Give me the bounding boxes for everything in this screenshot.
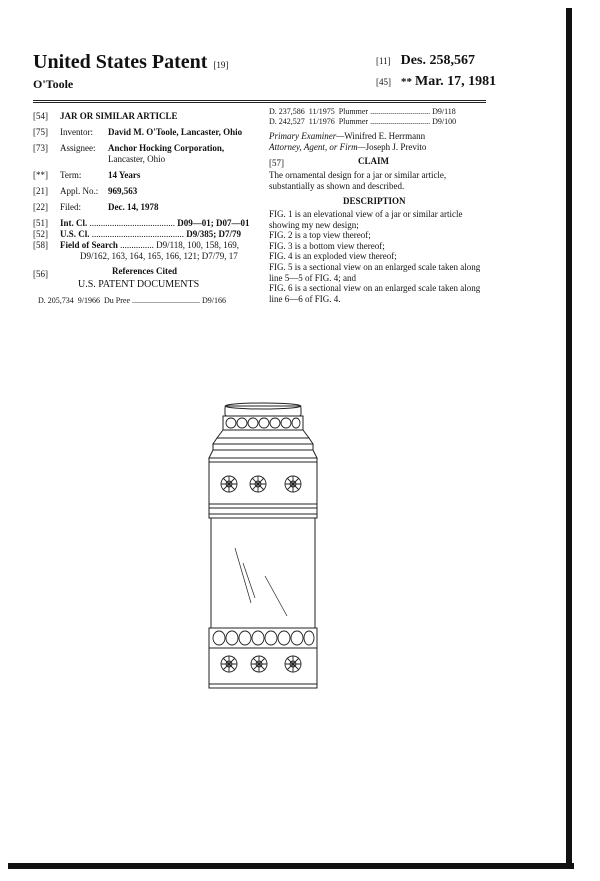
references-heading: References Cited xyxy=(112,266,178,276)
jar-drawing xyxy=(195,398,355,698)
reference-row: D. 205,734 9/1966 Du Pree .................................. D9/166 xyxy=(38,296,227,305)
description-body xyxy=(269,209,489,304)
date-prefix: ** xyxy=(401,76,412,88)
field-term: [**] Term: 14 Years xyxy=(33,170,141,180)
field-title: [54] JAR OR SIMILAR ARTICLE xyxy=(33,111,178,121)
field-assignee: [73] Assignee: Anchor Hocking Corporation, xyxy=(33,143,225,153)
patent-date: Mar. 17, 1981 xyxy=(415,74,497,89)
references-subheading: U.S. PATENT DOCUMENTS xyxy=(78,279,200,290)
header-inventor: O'Toole xyxy=(33,77,74,91)
title-text: United States Patent xyxy=(33,51,208,73)
field-assignee-city: Lancaster, Ohio xyxy=(108,154,166,164)
header-rule-2 xyxy=(33,102,486,103)
primary-examiner: Primary Examiner—Winifred E. Herrmann xyxy=(269,131,426,141)
description-line: FIG. 6 is a sectional view on an enlarged scale taken along line 6—6 of FIG. 4. xyxy=(269,283,481,304)
description-line: FIG. 5 is a sectional view on an enlarged scale taken along line 5—5 of FIG. 4; and xyxy=(269,261,481,283)
attorney: Attorney, Agent, or Firm—Joseph J. Previto xyxy=(269,142,427,152)
title-code: [19] xyxy=(213,60,229,70)
field-search-cont: D9/162, 163, 164, 165, 166, 121; D7/79, 17 xyxy=(80,251,238,261)
date-code: [45] xyxy=(376,77,391,87)
page-edge-bottom xyxy=(8,863,574,869)
patent-date-line xyxy=(376,74,496,90)
patent-number-line xyxy=(376,53,475,69)
patent-number: Des. 258,567 xyxy=(400,53,475,68)
description-line: FIG. 2 is a top view thereof; xyxy=(269,230,371,241)
header-rule xyxy=(33,100,486,101)
reference-row: D. 237,586 11/1975 Plummer .............................. D9/118 xyxy=(269,107,456,116)
field-appl-no: [21] Appl. No.: 969,563 xyxy=(33,186,138,196)
references-code: [56] xyxy=(33,269,48,279)
patent-code: [11] xyxy=(376,56,391,66)
description-line: FIG. 3 is a bottom view thereof; xyxy=(269,240,385,251)
page-edge-right xyxy=(566,8,572,868)
field-inventor: [75] Inventor: David M. O'Toole, Lancaster, Ohio xyxy=(33,127,243,137)
field-us-cl: [52] U.S. Cl. ......................................... D9/385; D7/79 xyxy=(33,229,242,239)
claim-heading: CLAIM xyxy=(358,156,389,166)
patent-header-title xyxy=(33,51,228,74)
description-heading: DESCRIPTION xyxy=(343,196,406,206)
field-int-cl: [51] Int. Cl. ...................................... D09—01; D07—01 xyxy=(33,218,250,228)
field-search: [58] Field of Search ............... D9/118, 100, 158, 169, xyxy=(33,240,239,250)
field-filed: [22] Filed: Dec. 14, 1978 xyxy=(33,202,159,212)
description-line: FIG. 4 is an exploded view thereof; xyxy=(269,251,397,262)
claim-code: [57] xyxy=(269,158,284,168)
reference-row: D. 242,527 11/1976 Plummer .............................. D9/100 xyxy=(269,117,457,126)
claim-text: The ornamental design for a jar or similar article, substantially as shown and described. xyxy=(269,170,447,191)
description-line: FIG. 1 is an elevational view of a jar or similar article showing my new design; xyxy=(269,209,463,230)
